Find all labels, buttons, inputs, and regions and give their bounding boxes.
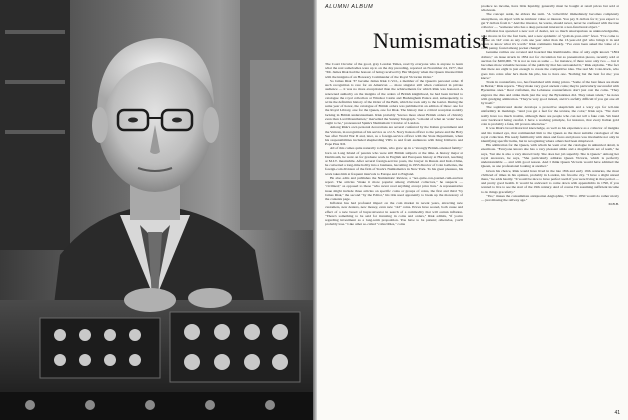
- paragraph: His admiration for the Queen, with whom he went over the catalogue in unhurried detail, is enormous. "Everyone knows she has a very pleasant smile and a magnificent set of teeth," he says, "but she is also a very shrewd lady. She does her job superbly. She is Queen." Among her royal ancestors, he says, "She particularly admires Queen Victoria, which is perfectly understandable — and with good reason. And I think Queen Victoria would have admired the Queen, as one professional looking at another.": [481, 143, 619, 169]
- paragraph: All of this comes quite naturally to Risk, who grew up in a "strongly British-oriented family," born on Long Island of parents who were still British subjects at the time. A history major at Dartmouth, he went on for graduate work in English and European history at Harvard, teaching at M.I.T. meanwhile. After several foreign-service posts, the lawyer in Russia and Indo-China, he converted a long-time hobby into a business, becoming in 1953 director of Coin Galleries, the foreign-coin division of the firm of Stack's Numismatics in New York. To his great pleasure, his work takes him at frequent intervals to Europe and to England.: [325, 146, 463, 176]
- article-column-right: [481, 4, 619, 404]
- article-page: [317, 0, 628, 420]
- paragraph: Given his choice, Risk would have lived in the late 18th and early 19th centuries, the most civilized of times in his opinion, probably in London, his favorite city. "I have a slight unreal there," he adds hastily. "It would be nice to have perfect teeth if you were living in that period — and pretty good health. It would be awkward to come down with appendicitis in 1790, if you wanted to live to see the start of the 19th century. And of course I'm assuming sufficient income to do things gracefully.": [481, 168, 619, 194]
- paragraph: The Court Circular of the good, gray London Times, read by everyone who is anyone to learn what the real somebodies were up to on the day preceding, reported on November 24, 1977, that "Mr. James Risk had the honour of being received by Her Majesty when the Queen invested him with the insignia of an Honorary Commander of the Royal Victorian Order.": [325, 62, 463, 79]
- paragraph: Inflation has spawned a new sort of dealer, not so much unscrupulous as unknowledgeable, who moves in for the fast buck, and a new epidemic of "gold-in-your-attic" fever. "I've come to define an 'old' coin as any coin one year older than the 13-year-old girl who brings it in and wants to know what it's worth." Risk comments bleakly. "I've even been asked the value of a 1959 penny, found among pocket change!": [481, 29, 619, 51]
- paragraph: Genuine rarities are coveted and hoarded like Rembrandts. One of only eight known "1804 dollars," an issue struck in 1834 not for circulation but as presentation pieces, recently sold at auction for $200,000. "It is not as rare as some — for instance, if there were only two — but it becomes more valuable because of the publicity that has surrounded it," Risk explains. "The fact that there are eight is just enough to create the competitive idea. The real Mr. Coin-Rock, who goes into coins after he's made his pile, has to have one. 'Nothing but the best for me,' you know.": [481, 50, 619, 80]
- paragraph: "Yes," muses the consummate antiquarian Anglophile, "1780 to 1850 would do rather nicely — just missing the railway age.": [481, 193, 619, 203]
- paragraph: Inflation has had profound impact on the coin market in recent years, attracting new customers, new dealers, new money, even new "old" coins. Prices have soared, both cause and effect of a new breed of buyer-investor in search of a commodity that will outrun inflation. "There's something to be said for investing in coins and orders," Risk admits, "if you're regarding investment as a long-term proposition. You have to be patient; otherwise, you'll probably lose." Like other so-called "collectibles," coins: [325, 201, 463, 227]
- paragraph: The concept aside, he abhors the term. "A 'collectible' immediately becomes completely anonymous, an object with no intrinsic value or interest. You pay X dollars for it; you expect to get Y dollars from it." And the investor, he warns, should never, never be confused with the true collector — "someone who has a deep personal interest in a non-functional object.": [481, 12, 619, 30]
- byline: M.B.B.: [608, 202, 619, 207]
- paragraph: He also edits and publishes the Numismatic Review, a "not-quite-con-journal-cum-auction report. The articles "make it more popular among civilized collectors," he suspects — "civilized," as opposed to those "who never read anything except price lists." A representative issue might include three articles on specific coins or groups of coins, the first and third "by James Risk," the second "by the Editor," his title used apparently to break up the monotony of the contents page.: [325, 175, 463, 201]
- paragraph: Trade in counterfeits, too, has flourished with rising prices. "Some of the best fakes are made in Beirut," Risk reports. "They make very good ancient coins; they're particularly successful with Byzantine ones." Real craftsmen, the Lebanese counterfeiters don't just cast the coins. "They engrave the dies and strike them just the way the Byzantines did. They taken talent," he notes with grudging admiration. "They're very good indeed, and it's awfully difficult if you get one all by itself.": [481, 79, 619, 106]
- paragraph: It was Risk's broad historical knowledge, as well as his experience as a collector of insignia and his trained eye, that commended him to the Queen as the most suitable cataloguer of the royal collection. His ready familiarity with dates and faces and places was invaluable not only in identifying specific items, but in recognizing where others had been misplaced.: [481, 126, 619, 143]
- article-column-left: [325, 62, 463, 412]
- paragraph: produce no income, have little liquidity, generally must be bought at retail prices but sold at wholesale.: [481, 4, 619, 13]
- page-number: 41: [614, 410, 620, 416]
- article-headline: Numismatist: [373, 28, 488, 53]
- paragraph: The sophisticated dealer develops a protective skepticism and a wary eye for tell-tale uniformity in markings. "And you get a feel for the texture, the color," Risk says. "We don't really have too much trouble, although there are people who can not tell a fake coin. We hand over backward being careful. I have a working principle, for instance, that every Italian gold coin is probably a fake, till proven otherwise.": [481, 105, 619, 127]
- paragraph: Among Risk's own personal decorations are several conferred by the Italian government and the Vatican, in recognition of his service as a U.S. Navy liaison officer to the palace and the Holy See after World War II and, later, as a foreign-service officer with the State Department, when his responsibilities included shepherding VIPs to and from audiences with King Umberto and Pope Pius XII.: [325, 125, 463, 147]
- section-label: ALUMNI ALBUM: [325, 4, 374, 10]
- paragraph: So James Risk '37 became James Risk C.V.O., a member of the Queen's personal order. If such recognition is rare for an American — more singular still when conferred in private audience — it was no more exceptional than the achievements for which Risk was honored. A renowned authority on the insignia of the orders of British knighthood, he had been invited to catalogue the royal collection at Windsor Castle and Buckingham Palace and, subsequently, to write the definitive history of the Order of the Bath, which he took only to the Garter. During the same year of honor, the catalogue of British orders was published in an edition of three: one for the Royal Library, one for the Queen, one for Risk. The history met a critical reception notably lacking in British understatement. Risk probably "knows more about British orders of chivalry even than Lord Mountbatten," marvelled the Sunday Telegraph. "a model of what an 'order' book ought to be," pronounced Spink's Numismatic Circular of London.: [325, 78, 463, 126]
